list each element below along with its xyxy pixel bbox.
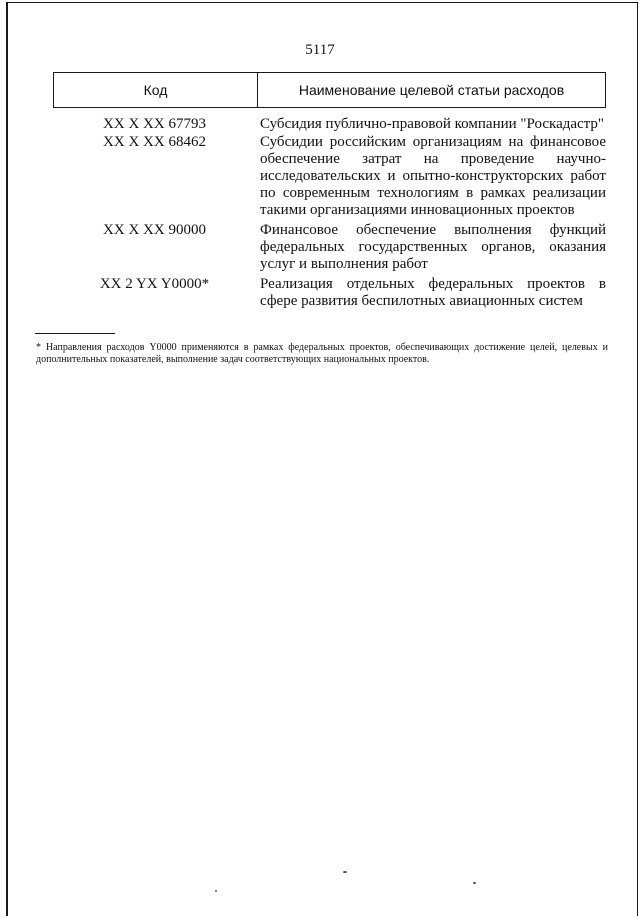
scan-speck [215,890,217,892]
row-name: Субсидии российским организациям на финансовое обеспечение затрат на проведение научно-исследовательских и опытно-конструкторских работ по современным технологиям в рамках реализации такими организациями инновационных проектов [260,134,606,218]
header-code: Код [54,73,258,107]
table-row [53,116,606,133]
footnote: * Направления расходов Y0000 применяются в рамках федеральных проектов, обеспечивающих достижение целей, целевых и дополнительных показателей, выполнение задач соответствующих национальных проектов. [36,342,608,365]
footnote-rule [35,333,115,334]
scan-speck [473,882,476,884]
table-body [53,116,606,311]
row-code: XX X XX 90000 [103,222,206,238]
table-row [53,222,606,273]
row-name: Реализация отдельных федеральных проектов в сфере развития беспилотных авиационных систем [260,276,606,309]
row-code: XX X XX 68462 [103,134,206,150]
page-number: 5117 [305,42,335,58]
scan-speck [343,871,347,873]
table-header [53,72,606,108]
row-code: XX 2 YX Y0000* [99,276,210,292]
row-code: XX X XX 67793 [103,116,206,132]
table-row [53,276,606,310]
row-name: Субсидия публично-правовой компании "Роскадастр" [260,116,605,132]
header-name: Наименование целевой статьи расходов [298,82,565,98]
table-row [53,134,606,219]
row-name: Финансовое обеспечение выполнения функций федеральных государственных органов, оказания услуг и выполнения работ [260,222,606,272]
